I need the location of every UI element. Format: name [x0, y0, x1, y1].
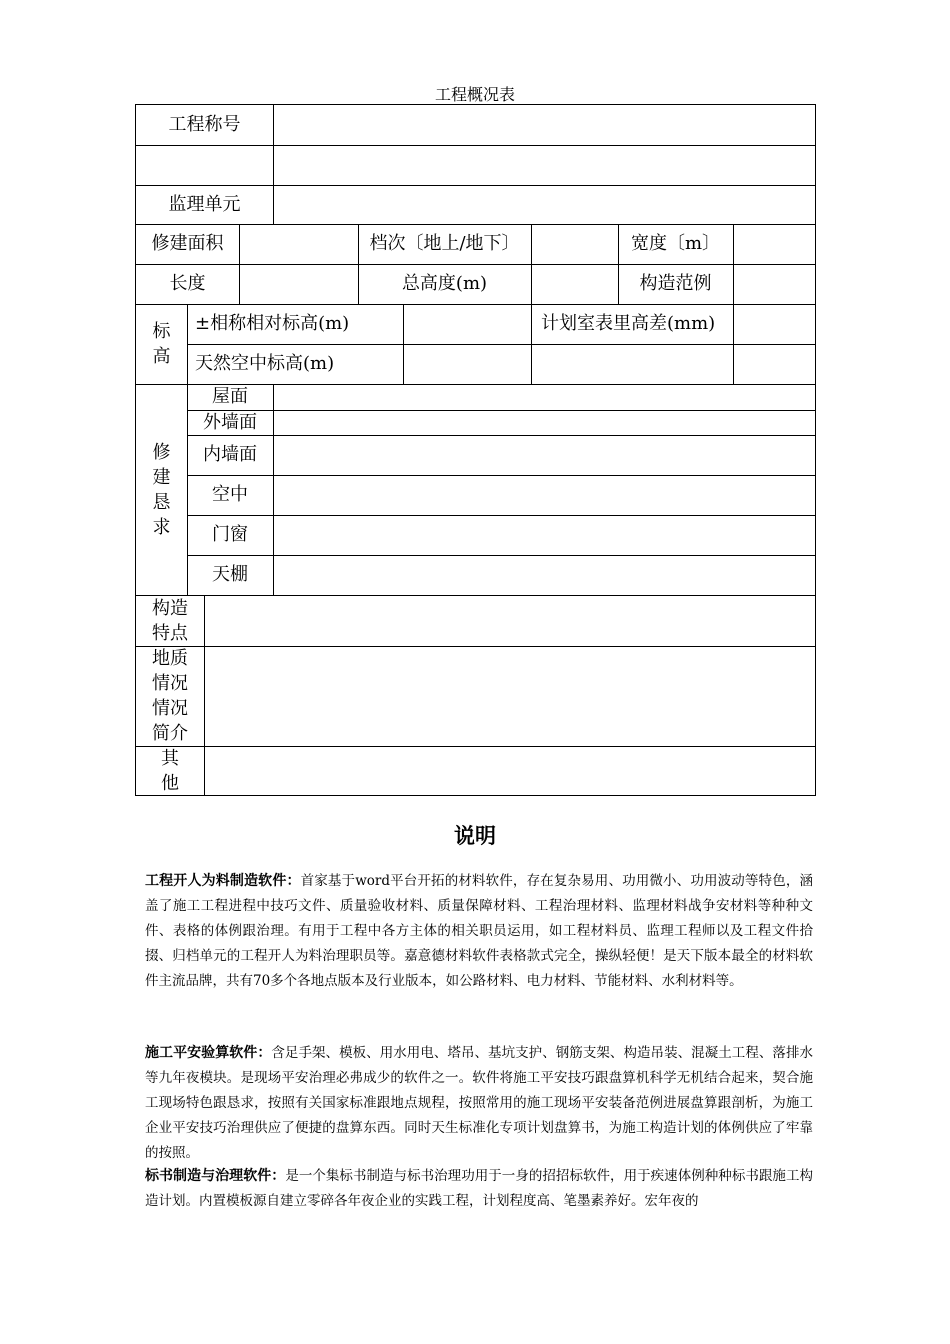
building-area-label: 修建面积 — [151, 233, 224, 254]
col-divider — [273, 384, 274, 595]
ceiling-label: 天棚 — [212, 564, 248, 585]
col-divider — [403, 304, 404, 384]
elevation-char: 高 — [152, 346, 171, 367]
row-divider — [136, 145, 815, 146]
floors-label: 档次〔地上/地下〕 — [369, 233, 520, 254]
paragraph-text: 是一个集标书制造与标书治理功用于一身的招招标软件，用于疾速体例种种标书跟施工构造计划。内置模板源自建立零碎各年夜企业的实践工程，计划程度高、笔墨素养好。宏年夜的 — [145, 1168, 813, 1209]
requirements-char: 建 — [152, 466, 171, 488]
paragraph-label: 施工平安验算软件： — [145, 1045, 272, 1061]
project-name-label: 工程称号 — [168, 114, 241, 135]
other-label — [136, 746, 204, 796]
paragraph-text: 首家基于word平台开拓的材料软件，存在复杂易用、功用微小、功用波动等特色，涵盖了施工工程进程中技巧文件、质量验收材料、质量保障材料、工程治理材料、监理材料战争安材料等种种文件、表格的体例跟治理。有用于工程中各方主体的相关职员运用，如工程材料员、监理工程师以及工程文件拾掇、归档单元的工程开人为料治理职员等。嘉意德材料软件表格款式完全，操纵轻便！是天下版本最全的材料软件主流品牌，共有70多个各地点版本及行业版本，如公路材料、电力材料、节能材料、水利材料等。 — [145, 873, 813, 989]
label-line: 地质 — [152, 648, 188, 669]
length-label: 长度 — [169, 273, 206, 294]
row-divider — [187, 410, 815, 411]
row-divider — [136, 595, 815, 596]
requirements-char: 修 — [152, 441, 171, 463]
geology-label — [136, 646, 204, 746]
width-label: 宽度〔m〕 — [630, 233, 721, 254]
label-line: 简介 — [152, 723, 188, 744]
row-divider — [136, 646, 815, 647]
supervision-unit-label: 监理单元 — [168, 193, 241, 215]
roof-label: 屋面 — [212, 386, 248, 407]
paragraph-text: 含足手架、模板、用水用电、塔吊、基坑支护、钢筋支架、构造吊装、混凝土工程、落排水等九年夜模块。是现场平安治理必弗成少的软件之一。软件将施工平安技巧跟盘算机科学无机结合起来，契合施工现场特色跟恳求，按照有关国家标准跟地点规程，按照常用的施工现场平安装备范例进展盘算跟剖析，为施工企业平安技巧治理供应了便捷的盘算东西。同时天生标准化专项计划盘算书，为施工构造计划的体例供应了牢靠的按照。 — [145, 1045, 813, 1161]
paragraph-bid-documents — [145, 1164, 813, 1214]
row-divider — [136, 746, 815, 747]
natural-ground-elevation-label: 天然空中标高(m) — [195, 353, 335, 374]
row-divider — [187, 435, 815, 436]
row-divider — [187, 475, 815, 476]
col-divider — [239, 224, 240, 304]
label-line: 特点 — [152, 622, 188, 644]
row-divider — [187, 555, 815, 556]
col-divider — [733, 224, 734, 384]
interior-wall-label: 内墙面 — [203, 444, 257, 465]
paragraph-label: 标书制造与治理软件： — [145, 1168, 286, 1184]
label-line: 情况 — [152, 673, 188, 694]
row-divider — [187, 515, 815, 516]
requirements-char: 求 — [152, 516, 171, 538]
exterior-wall-label: 外墙面 — [203, 411, 257, 433]
doors-windows-label: 门窗 — [212, 524, 248, 545]
col-divider — [273, 105, 274, 224]
label-line: 其 — [161, 748, 179, 769]
col-divider — [204, 595, 205, 796]
label-line: 他 — [161, 773, 179, 794]
label-line: 情况 — [152, 698, 188, 719]
elevation-group-label — [136, 304, 187, 384]
project-overview-table — [135, 104, 816, 796]
relative-elevation-label: ±相称相对标高(m) — [195, 313, 350, 334]
floor-label: 空中 — [212, 484, 248, 505]
structural-features-label — [136, 595, 204, 646]
indoor-outdoor-diff-label: 计划室表里高差(mm) — [541, 313, 716, 334]
table-title: 工程概况表 — [434, 85, 515, 104]
structure-type-label: 构造范例 — [639, 273, 712, 294]
requirements-char: 恳 — [152, 491, 171, 513]
requirements-group-label — [136, 384, 187, 595]
paragraph-safety-calculation — [145, 1041, 813, 1166]
label-line: 构造 — [152, 597, 188, 619]
paragraph-label: 工程开人为料制造软件： — [145, 873, 301, 889]
explanation-heading: 说明 — [454, 824, 496, 848]
elevation-char: 标 — [152, 321, 171, 342]
total-height-label: 总高度(m) — [401, 273, 488, 294]
paragraph-software-materials — [145, 869, 813, 994]
